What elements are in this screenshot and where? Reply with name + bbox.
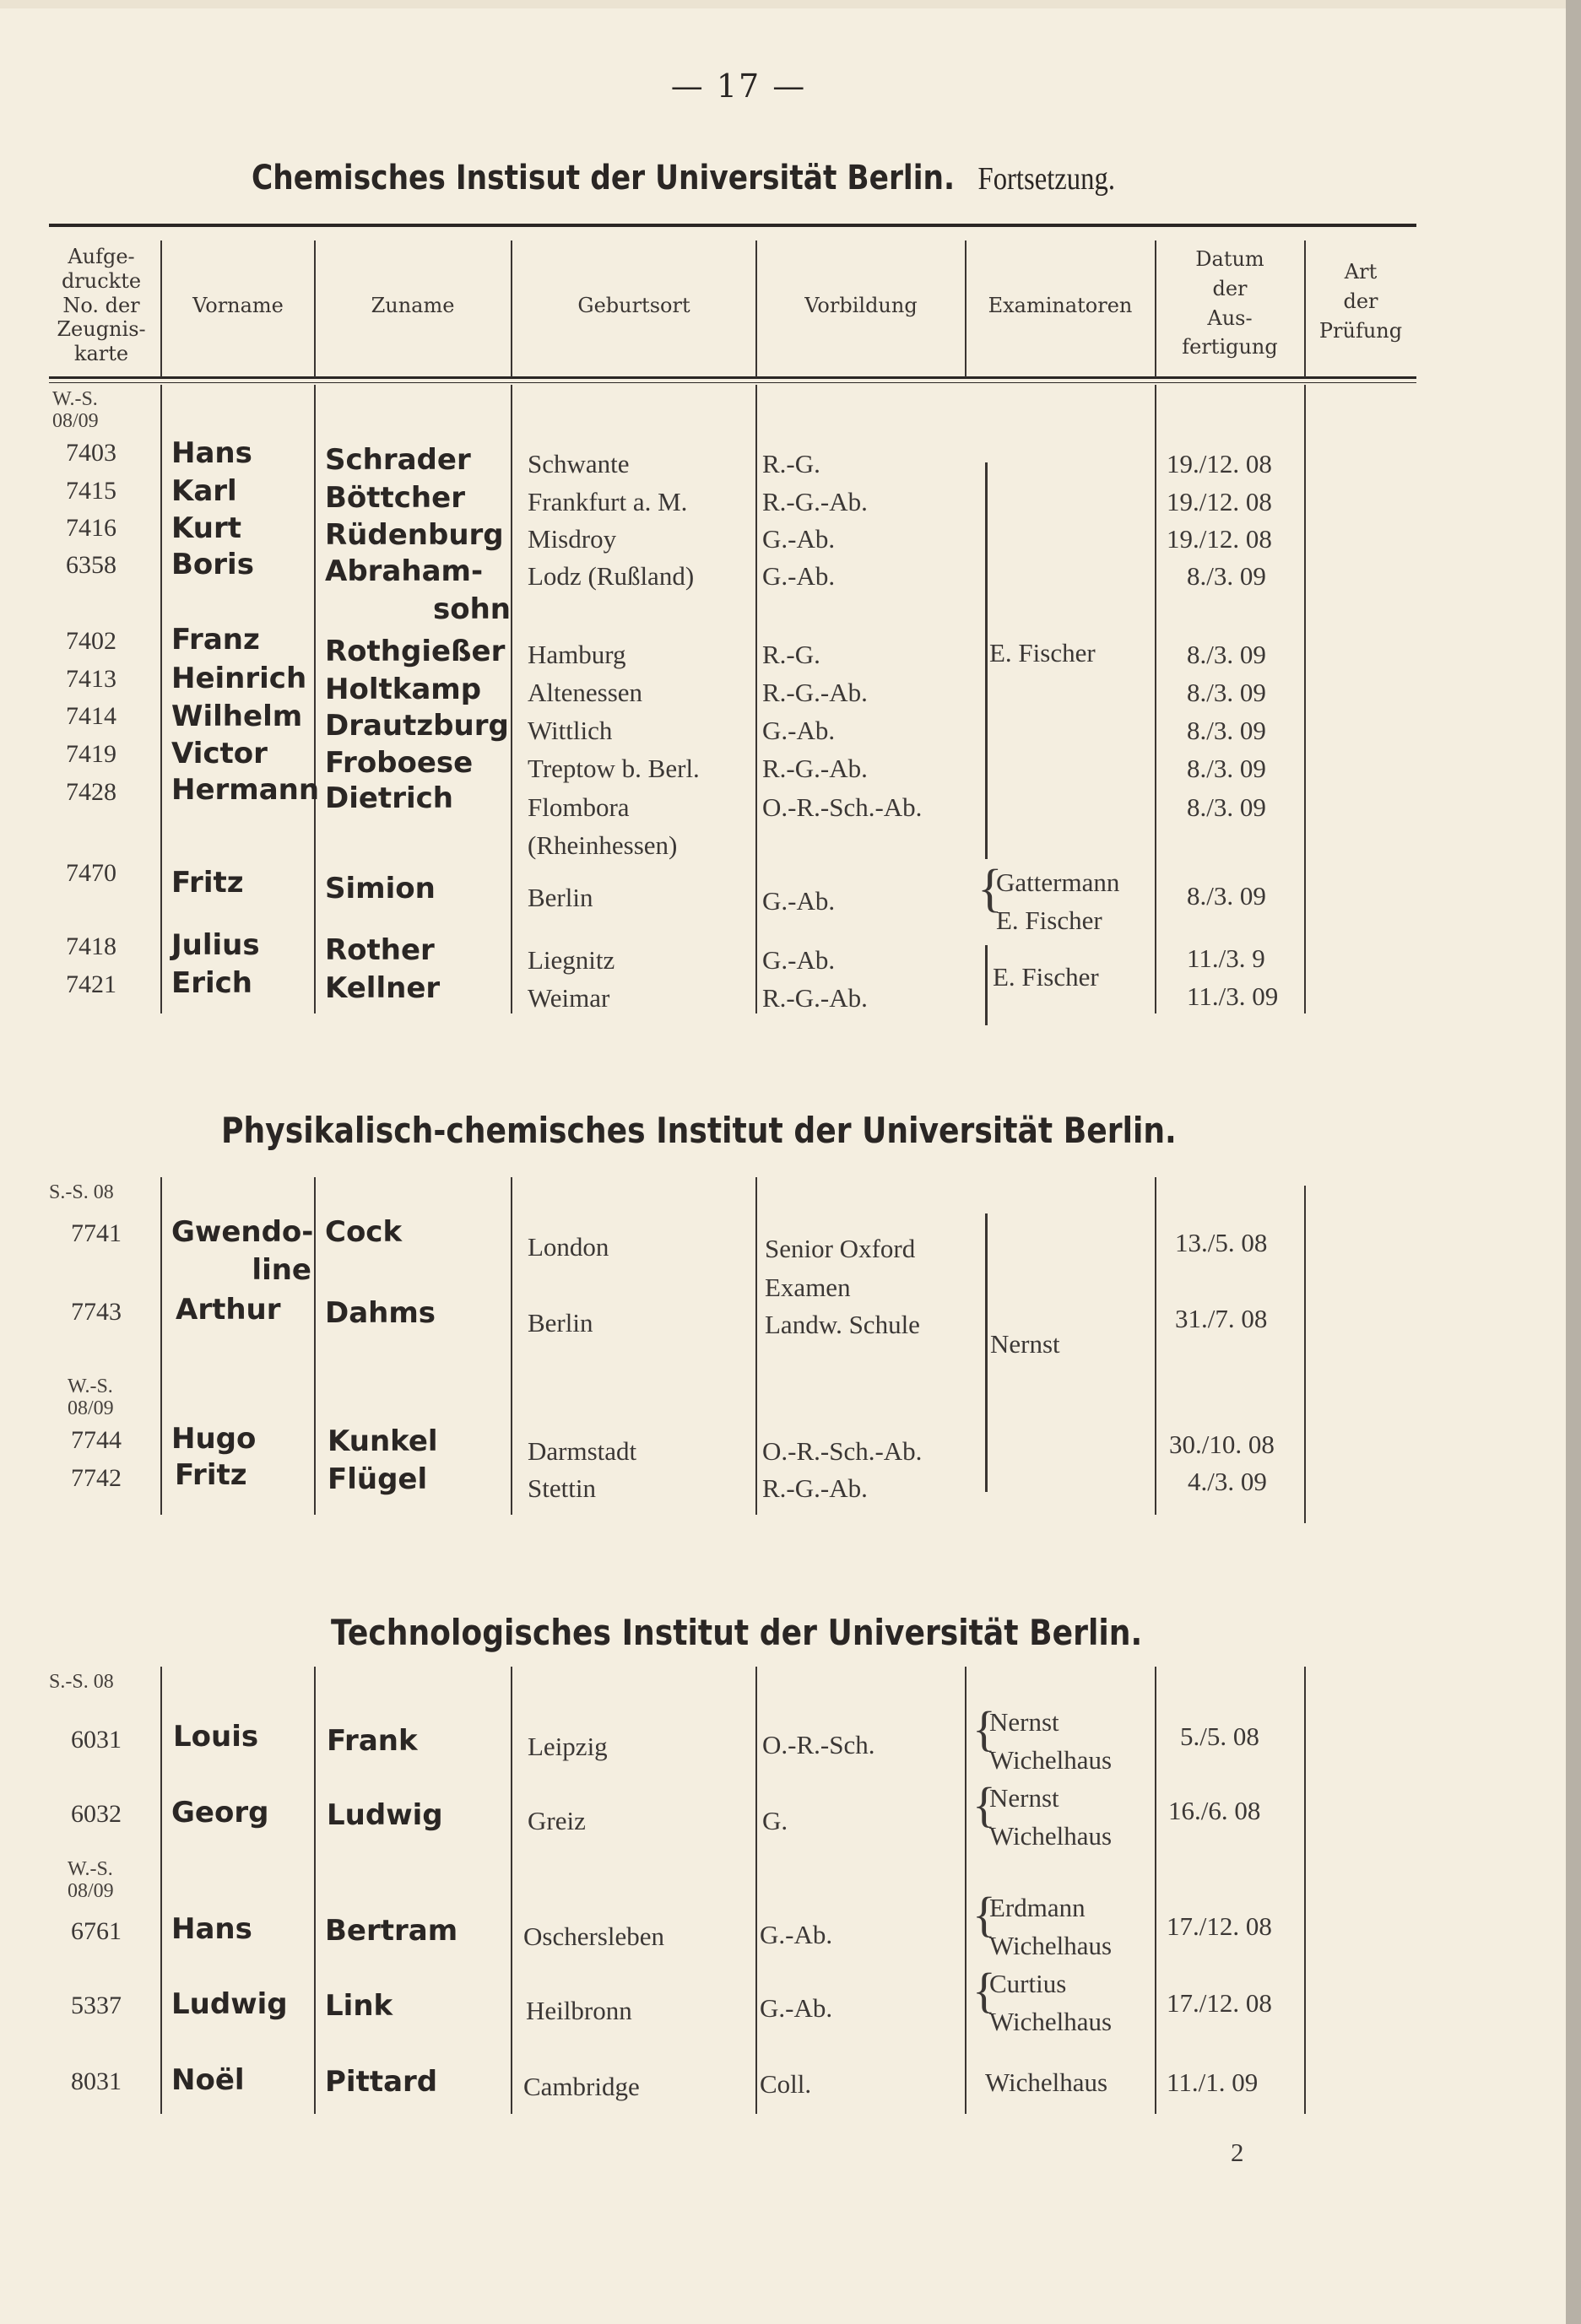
card-number: 7414 — [66, 702, 116, 730]
examiner-second: Wichelhaus — [989, 1821, 1113, 1851]
card-number: 8031 — [71, 2067, 122, 2095]
prior-education: G.-Ab. — [762, 524, 836, 554]
first-name: Julius — [171, 928, 260, 962]
last-name: Cock — [325, 1215, 403, 1249]
header-geburtsort: Geburtsort — [577, 294, 690, 317]
last-name: Schrader — [325, 443, 471, 477]
issue-date: 8./3. 09 — [1187, 640, 1266, 669]
issue-date: 5./5. 08 — [1180, 1721, 1259, 1751]
prior-education: G.-Ab. — [762, 945, 836, 975]
semester-line: W.-S. — [52, 388, 98, 410]
prior-education: O.-R.-Sch. — [762, 1730, 875, 1759]
last-name: Rothgießer — [325, 635, 506, 668]
birthplace: Treptow b. Berl. — [528, 754, 700, 783]
examiner-fischer-2: E. Fischer — [996, 905, 1102, 935]
card-number: 7415 — [66, 477, 116, 505]
last-name: Froboese — [325, 746, 474, 780]
last-name-continued: sohn — [432, 592, 511, 626]
col-divider — [755, 1667, 757, 2114]
card-number: 7419 — [66, 740, 116, 768]
card-number: 7428 — [66, 778, 116, 806]
page-top-edge — [0, 0, 1566, 8]
section-title-chemisches — [252, 159, 1115, 197]
birthplace: Berlin — [528, 883, 593, 912]
last-name: Drautzburg — [325, 709, 509, 743]
last-name: Böttcher — [325, 481, 465, 515]
first-name: Boris — [171, 548, 254, 581]
birthplace: Greiz — [528, 1806, 586, 1835]
prior-education: G.-Ab. — [762, 716, 836, 745]
last-name: Frank — [327, 1724, 418, 1758]
header-card-no-line: Zeugnis- — [57, 317, 146, 342]
card-number: 5337 — [71, 1992, 122, 2019]
examiner-first: Wichelhaus — [985, 2067, 1108, 2097]
last-name: Flügel — [328, 1462, 428, 1496]
first-name: Hermann — [171, 773, 320, 807]
last-name: Rüdenburg — [325, 518, 504, 552]
birthplace: Hamburg — [528, 640, 626, 669]
birthplace: Oschersleben — [523, 1921, 664, 1951]
last-name: Simion — [325, 872, 436, 905]
prior-education: Senior Oxford — [765, 1234, 916, 1263]
card-number: 7402 — [66, 627, 116, 655]
card-number: 7403 — [66, 439, 116, 467]
examiner-fischer: E. Fischer — [989, 638, 1096, 667]
section-title-text: Chemisches Instisut der Universität Berlin. — [252, 159, 956, 197]
issue-date: 19./12. 08 — [1167, 449, 1272, 478]
brace-icon: { — [972, 1887, 996, 1942]
prior-education: G. — [762, 1806, 788, 1835]
last-name: Kunkel — [328, 1424, 438, 1458]
examiner-first: Nernst — [989, 1783, 1059, 1813]
header-datum-line: Aus- — [1207, 305, 1253, 330]
last-name: Link — [325, 1989, 393, 2023]
prior-education: R.-G.-Ab. — [762, 487, 868, 516]
header-bottom-rule-thin — [49, 382, 1416, 383]
card-number: 6761 — [71, 1917, 122, 1945]
col-divider — [1155, 1667, 1156, 2114]
brace-icon: { — [972, 1963, 996, 2018]
last-name: Holtkamp — [325, 673, 482, 706]
header-card-no-line: druckte — [61, 268, 142, 293]
card-number: 6031 — [71, 1726, 122, 1754]
col-divider — [511, 1667, 512, 2114]
semester-line: W.-S. — [68, 1858, 113, 1880]
examiner-first: Erdmann — [989, 1893, 1086, 1922]
header-art-line: Prüfung — [1318, 318, 1403, 343]
col-divider — [160, 1667, 162, 2114]
col-divider — [314, 1177, 316, 1515]
header-top-rule — [49, 224, 1416, 227]
col-divider — [965, 1667, 966, 2114]
header-datum-line: Datum — [1195, 247, 1264, 271]
birthplace: Stettin — [528, 1473, 596, 1503]
section-title-physikalisch: Physikalisch-chemisches Institut der Universität Berlin. — [221, 1110, 1177, 1151]
prior-education: R.-G. — [762, 640, 820, 669]
first-name: Kurt — [171, 511, 241, 545]
first-name: Noël — [171, 2063, 245, 2097]
first-name: Fritz — [171, 866, 244, 900]
first-name: Hugo — [171, 1422, 257, 1456]
issue-date: 4./3. 09 — [1188, 1467, 1267, 1496]
semester-label — [68, 1375, 114, 1420]
prior-education: O.-R.-Sch.-Ab. — [762, 792, 923, 822]
brace-icon: { — [972, 1701, 996, 1756]
birthplace: Heilbronn — [526, 1996, 632, 2025]
issue-date: 19./12. 08 — [1167, 524, 1272, 554]
birthplace: Schwante — [528, 449, 630, 478]
page-number: — 17 — — [670, 68, 807, 105]
last-name: Dahms — [325, 1296, 436, 1330]
examiner-nernst: Nernst — [990, 1329, 1060, 1359]
prior-education: Landw. Schule — [765, 1310, 920, 1339]
examiner-first: Curtius — [989, 1969, 1067, 1998]
birthplace: Cambridge — [523, 2072, 640, 2101]
last-name: Abraham- — [325, 554, 484, 588]
card-number: 7741 — [71, 1219, 122, 1247]
issue-date: 11./3. 9 — [1187, 943, 1265, 973]
section-title-technologisches: Technologisches Institut der Universität Berlin. — [331, 1612, 1143, 1653]
birthplace: Flombora — [528, 792, 630, 822]
first-name: Gwendo- — [171, 1215, 314, 1249]
header-datum — [1156, 245, 1303, 362]
birthplace: Misdroy — [528, 524, 617, 554]
issue-date: 8./3. 09 — [1187, 678, 1266, 707]
last-name: Ludwig — [327, 1798, 443, 1832]
brace-icon: { — [977, 860, 1003, 917]
prior-education-continued: Examen — [765, 1273, 851, 1302]
header-examinatoren: Examinatoren — [988, 294, 1133, 317]
issue-date: 30./10. 08 — [1169, 1430, 1275, 1459]
first-name: Franz — [171, 623, 260, 657]
prior-education: O.-R.-Sch.-Ab. — [762, 1436, 923, 1466]
issue-date: 11./1. 09 — [1167, 2067, 1259, 2097]
birthplace: Leipzig — [528, 1732, 608, 1761]
last-name: Pittard — [325, 2065, 438, 2099]
issue-date: 8./3. 09 — [1187, 881, 1266, 911]
first-name: Louis — [173, 1720, 259, 1754]
col-divider — [1155, 385, 1156, 1013]
header-art-line: Art — [1344, 260, 1378, 284]
header-card-no-line: Aufge- — [68, 245, 135, 268]
col-divider — [1304, 1186, 1306, 1523]
semester-label: S.-S. 08 — [49, 1181, 114, 1203]
first-name: Karl — [171, 474, 237, 508]
birthplace: Frankfurt a. M. — [528, 487, 688, 516]
card-number: 7413 — [66, 665, 116, 693]
card-number: 7470 — [66, 859, 116, 887]
issue-date: 8./3. 09 — [1187, 561, 1266, 591]
col-divider — [511, 385, 512, 1013]
header-card-no-line: karte — [73, 342, 129, 366]
first-name: Wilhelm — [171, 700, 303, 733]
examiner-brace-line — [985, 462, 988, 859]
last-name: Rother — [325, 933, 435, 967]
header-vorname: Vorname — [192, 294, 284, 317]
issue-date: 8./3. 09 — [1187, 792, 1266, 822]
header-card-no-line: No. der — [62, 293, 140, 317]
issue-date: 16./6. 08 — [1168, 1796, 1261, 1825]
prior-education: G.-Ab. — [760, 1993, 833, 2023]
col-divider — [755, 385, 757, 1013]
header-zuname: Zuname — [371, 294, 455, 317]
header-datum-line: fertigung — [1182, 335, 1278, 359]
examiner-second: Wichelhaus — [989, 1745, 1113, 1775]
issue-date: 17./12. 08 — [1167, 1911, 1272, 1941]
examiner-second: Wichelhaus — [989, 2007, 1113, 2036]
header-vorbildung: Vorbildung — [804, 294, 918, 317]
examiner-gattermann: Gattermann — [996, 867, 1120, 897]
header-art-line: der — [1343, 289, 1378, 313]
card-number: 7418 — [66, 932, 116, 960]
first-name: Erich — [171, 966, 253, 1000]
issue-date: 19./12. 08 — [1167, 487, 1272, 516]
birthplace: Lodz (Rußland) — [528, 561, 695, 591]
prior-education: G.-Ab. — [762, 561, 836, 591]
prior-education: R.-G. — [762, 449, 820, 478]
col-divider — [1304, 385, 1306, 1013]
col-divider — [160, 385, 162, 1013]
first-name: Fritz — [175, 1458, 247, 1492]
prior-education: R.-G.-Ab. — [762, 754, 868, 783]
issue-date: 8./3. 09 — [1187, 716, 1266, 745]
semester-line: 08/09 — [68, 1880, 114, 1903]
first-name: Victor — [171, 737, 268, 770]
semester-label — [68, 1858, 114, 1903]
first-name: Heinrich — [171, 662, 307, 695]
issue-date: 11./3. 09 — [1187, 981, 1279, 1011]
col-divider — [755, 1177, 757, 1515]
birthplace-continued: (Rheinhessen) — [528, 830, 678, 860]
semester-line: 08/09 — [68, 1397, 114, 1420]
page-edge-shadow — [1566, 0, 1581, 2324]
prior-education: G.-Ab. — [762, 886, 836, 916]
examiner-fischer-3: E. Fischer — [993, 962, 1099, 992]
prior-education: R.-G.-Ab. — [762, 1473, 868, 1503]
issue-date: 13./5. 08 — [1175, 1228, 1268, 1257]
first-name: Hans — [171, 1912, 252, 1946]
header-bottom-rule — [49, 376, 1416, 379]
first-name-continued: line — [252, 1253, 311, 1287]
col-divider — [160, 1177, 162, 1515]
examiner-second: Wichelhaus — [989, 1931, 1113, 1960]
card-number: 6358 — [66, 551, 116, 579]
first-name: Hans — [171, 436, 252, 470]
semester-label — [52, 388, 99, 433]
prior-education: Coll. — [760, 2069, 812, 2099]
examiner-first: Nernst — [989, 1707, 1059, 1737]
col-divider — [511, 1177, 512, 1515]
card-number: 7416 — [66, 514, 116, 542]
header-art — [1306, 257, 1416, 345]
col-divider — [314, 385, 316, 1013]
card-number: 7743 — [71, 1298, 122, 1326]
birthplace: Wittlich — [528, 716, 613, 745]
header-datum-line: der — [1212, 276, 1248, 300]
card-number: 7744 — [71, 1426, 122, 1454]
examiner-brace-line — [985, 1213, 988, 1492]
birthplace: Altenessen — [528, 678, 643, 707]
semester-line: 08/09 — [52, 410, 99, 433]
card-number: 7742 — [71, 1464, 122, 1492]
semester-line: W.-S. — [68, 1375, 113, 1397]
birthplace: Weimar — [528, 983, 610, 1013]
last-name: Bertram — [325, 1914, 458, 1948]
col-divider — [1155, 1177, 1156, 1515]
header-card-no — [46, 245, 156, 366]
issue-date: 31./7. 08 — [1175, 1304, 1268, 1333]
prior-education: R.-G.-Ab. — [762, 678, 868, 707]
birthplace: Berlin — [528, 1308, 593, 1338]
continuation-label: Fortsetzung. — [977, 161, 1116, 197]
issue-date: 8./3. 09 — [1187, 754, 1266, 783]
prior-education: G.-Ab. — [760, 1920, 833, 1949]
birthplace: Darmstadt — [528, 1436, 637, 1466]
card-number: 6032 — [71, 1800, 122, 1828]
first-name: Arthur — [176, 1293, 281, 1327]
signature-mark: 2 — [1231, 2138, 1244, 2167]
col-divider — [1304, 1667, 1306, 2114]
col-divider — [314, 1667, 316, 2114]
examiner-brace-line — [985, 945, 988, 1025]
prior-education: R.-G.-Ab. — [762, 983, 868, 1013]
last-name: Kellner — [325, 971, 441, 1005]
card-number: 7421 — [66, 970, 116, 998]
first-name: Georg — [171, 1796, 269, 1829]
brace-icon: { — [972, 1777, 996, 1832]
birthplace: London — [528, 1232, 609, 1262]
issue-date: 17./12. 08 — [1167, 1988, 1272, 2018]
birthplace: Liegnitz — [528, 945, 615, 975]
last-name: Dietrich — [325, 781, 453, 815]
semester-label: S.-S. 08 — [49, 1671, 114, 1693]
first-name: Ludwig — [171, 1987, 288, 2021]
